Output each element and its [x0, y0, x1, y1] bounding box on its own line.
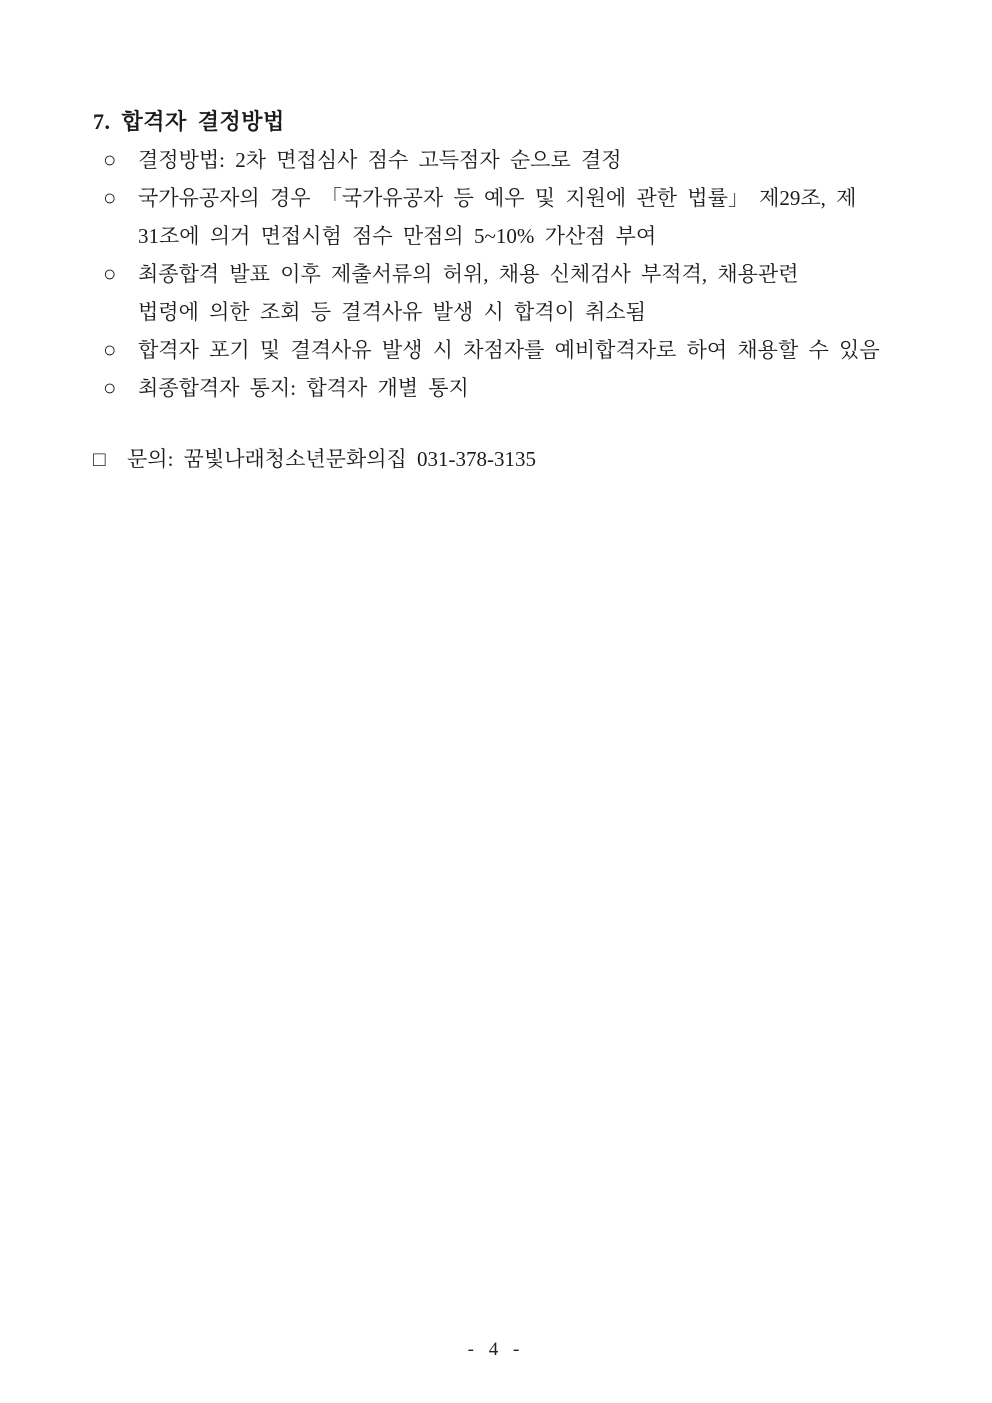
bullet-text: 결정방법: 2차 면접심사 점수 고득점자 순으로 결정 [138, 148, 622, 172]
bullet-text-continuation: 법령에 의한 조회 등 결격사유 발생 시 합격이 취소됨 [138, 300, 647, 324]
circle-bullet-icon: ○ [103, 185, 117, 210]
circle-bullet-icon: ○ [103, 337, 117, 362]
circle-bullet-icon: ○ [103, 261, 117, 286]
bullet-text-continuation: 31조에 의거 면접시험 점수 만점의 5~10% 가산점 부여 [138, 224, 657, 248]
bullet-text: 최종합격자 통지: 합격자 개별 통지 [138, 376, 469, 400]
circle-bullet-icon: ○ [103, 375, 117, 400]
square-bullet-icon: □ [93, 447, 106, 471]
bullet-item-reserve-candidate [93, 331, 901, 369]
bullet-item-cancellation [93, 255, 901, 331]
bullet-text: 최종합격 발표 이후 제출서류의 허위, 채용 신체검사 부적격, 채용관련 [138, 262, 799, 286]
bullet-item-decision-method [93, 141, 901, 179]
bullet-item-veterans-bonus [93, 179, 901, 255]
bullet-item-notification [93, 369, 901, 407]
section-pass-decision [93, 102, 901, 478]
contact-line [93, 440, 901, 478]
circle-bullet-icon: ○ [103, 147, 117, 172]
bullet-text: 합격자 포기 및 결격사유 발생 시 차점자를 예비합격자로 하여 채용할 수 있음 [138, 338, 880, 362]
contact-text: 문의: 꿈빛나래청소년문화의집 031-378-3135 [127, 447, 537, 471]
section-heading: 7. 합격자 결정방법 [93, 109, 285, 134]
page-number: - 4 - [467, 1339, 525, 1360]
bullet-text: 국가유공자의 경우 「국가유공자 등 예우 및 지원에 관한 법률」 제29조, 제 [138, 186, 857, 210]
